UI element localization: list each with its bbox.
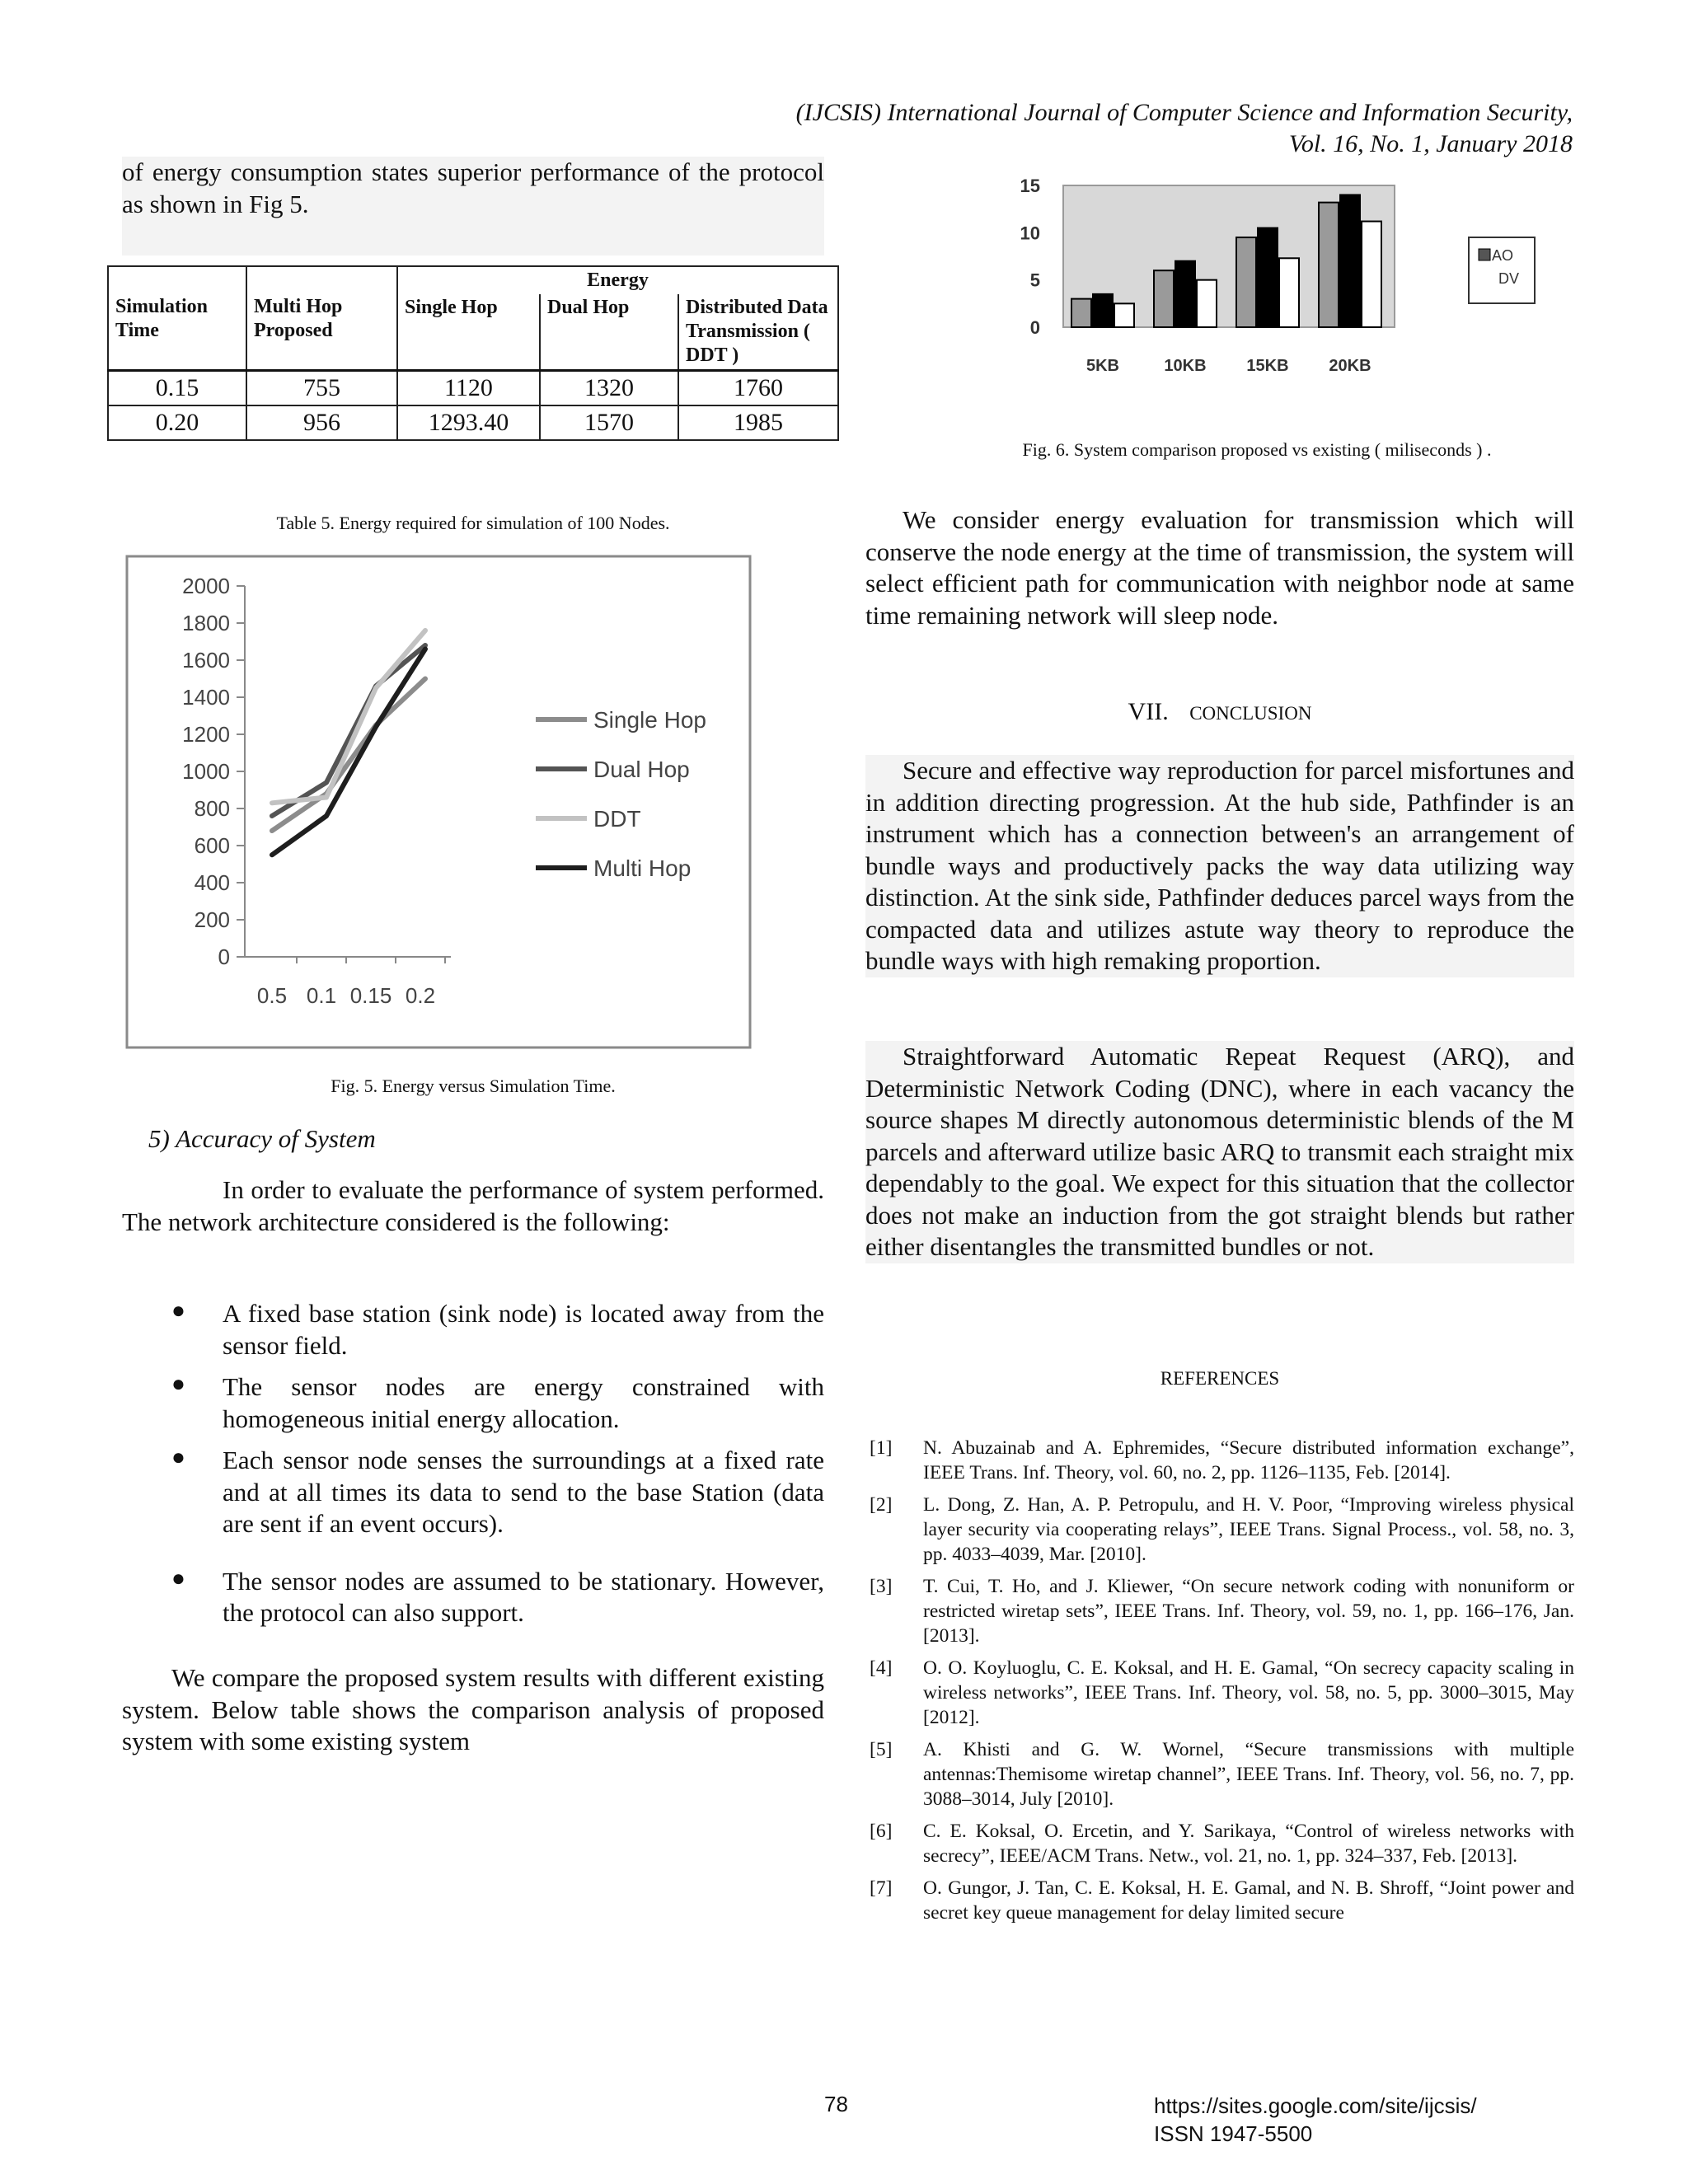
table-cell: 1760 — [678, 371, 838, 406]
reference-text: T. Cui, T. Ho, and J. Kliewer, “On secure network coding with nonuniform or restricted wiretap sets”, IEEE Trans. Inf. Theory, vol. 59, no. 1, pp. 166–176, Jan. [2013]. — [923, 1576, 1574, 1647]
list-item — [122, 1298, 824, 1361]
fig6-bar-dv — [1114, 303, 1134, 327]
list-item — [870, 1574, 1574, 1648]
bullet-text: The sensor nodes are assumed to be stationary. However, the protocol can also support. — [223, 1566, 824, 1627]
fig6-bar-ao-grey — [1236, 237, 1256, 327]
conclusion-title: CONCLUSION — [1189, 703, 1312, 724]
conclusion-paragraph-1: Secure and effective way reproduction for parcel misfortunes and in addition directing progression. At the hub side, Pathfinder is an instrument which has a connection between's an arrangement of bundle ways and productively packs the way data utilizing way distinction. At the sink side, Pathfinder deduces parcel ways from the compacted data and utilizes astute way theory to reproduce the bundle ways with high remaking proportion. — [865, 755, 1574, 977]
bullet-list — [122, 1298, 824, 1629]
table-cell: 956 — [246, 405, 397, 440]
reference-number: [7] — [870, 1877, 893, 1899]
fig5-y-tick-label: 800 — [194, 796, 230, 821]
page-number: 78 — [824, 2092, 848, 2116]
bullet-icon: ● — [171, 1298, 185, 1324]
fig5-y-tick-label: 1800 — [182, 611, 230, 635]
fig5-x-tick-label: 0.5 — [256, 983, 288, 1008]
fig6-bar-ao — [1175, 261, 1195, 327]
fig6-bar-ao-grey — [1071, 299, 1091, 327]
fig6-legend-swatch-ao — [1479, 249, 1490, 260]
energy-paragraph: We consider energy evaluation for transmission which will conserve the node energy at the time of transmission, the system will select efficient path for communication with neighbor node at same time remaining network will sleep node. — [865, 505, 1574, 630]
footer-issn: ISSN 1947-5500 — [1154, 2121, 1313, 2146]
fig5-line-chart — [125, 555, 752, 1049]
fig5-legend-label: Single Hop — [593, 707, 706, 733]
th-multi-hop: Multi Hop Proposed — [246, 266, 397, 371]
section-accuracy-title: 5) Accuracy of System — [148, 1124, 376, 1153]
fig6-x-tick-label: 10KB — [1164, 357, 1207, 375]
fig5-x-tick-label: 0.1 — [306, 983, 337, 1008]
table-cell: 755 — [246, 371, 397, 406]
conclusion-number: VII. — [1128, 698, 1169, 725]
table-cell: 0.15 — [108, 371, 246, 406]
table-5-caption: Table 5. Energy required for simulation of 100 Nodes. — [276, 513, 670, 533]
reference-number: [5] — [870, 1739, 893, 1760]
fig6-bar-ao — [1093, 294, 1113, 327]
bullet-icon: ● — [171, 1371, 185, 1397]
intro-paragraph — [122, 157, 824, 255]
fig6-bar-dv — [1197, 280, 1217, 327]
conclusion-heading — [865, 698, 1574, 726]
th-energy-group: Energy — [397, 266, 838, 294]
fig5-y-tick-label: 1000 — [182, 759, 230, 784]
fig5-y-tick-label: 600 — [194, 833, 230, 858]
table-cell: 1320 — [540, 371, 678, 406]
reference-text: C. E. Koksal, O. Ercetin, and Y. Sarikaya, “Control of wireless networks with secrecy”, IEEE/ACM Trans. Netw., vol. 21, no. 1, pp. 324–337, Feb. [2013]. — [923, 1821, 1574, 1867]
reference-text: O. O. Koyluoglu, C. E. Koksal, and H. E. Gamal, “On secrecy capacity scaling in wireless networks”, IEEE Trans. Inf. Theory, vol. 58, no. 5, pp. 3000–3015, May [2012]. — [923, 1657, 1574, 1728]
fig6-bar-dv — [1279, 258, 1299, 327]
fig6-x-tick-label: 5KB — [1085, 357, 1120, 375]
fig6-bar-ao-grey — [1319, 203, 1339, 327]
bullet-text: Each sensor node senses the surroundings at a fixed rate and at all times its data to send to the base Station (data are sent if an event occurs). — [223, 1446, 824, 1538]
fig5-legend-label: Multi Hop — [593, 855, 692, 881]
fig5-y-tick-label: 0 — [218, 944, 230, 969]
conclusion-paragraph-2: Straightforward Automatic Repeat Request (ARQ), and Deterministic Network Coding (DNC), where in each vacancy the source shapes M directly autonomous deterministic blends of the M parcels and afterward utilize basic ARQ to transmit each straight mix dependably to the goal. We expect for this situation that the collector does not make an induction from the got straight blends but rather either disentangles the transmitted bundles or not. — [865, 1041, 1574, 1263]
table-cell: 1293.40 — [397, 405, 540, 440]
accuracy-paragraph: In order to evaluate the performance of system performed. The network architecture considered is the following: — [122, 1175, 824, 1236]
fig5-legend-label: Dual Hop — [593, 757, 690, 782]
table-cell: 0.20 — [108, 405, 246, 440]
reference-number: [4] — [870, 1657, 893, 1679]
th-simulation-time: Simulation Time — [108, 266, 246, 371]
intro-text: of energy consumption states superior performance of the protocol as shown in Fig 5. — [122, 157, 824, 218]
fig5-y-tick-label: 400 — [194, 870, 230, 895]
bullet-text: The sensor nodes are energy constrained with homogeneous initial energy allocation. — [223, 1372, 824, 1433]
fig6-bar-ao-grey — [1154, 270, 1174, 327]
fig6-x-tick-label: 15KB — [1246, 357, 1289, 375]
th-ddt: Distributed Data Transmission ( DDT ) — [678, 294, 838, 371]
list-item — [870, 1493, 1574, 1567]
reference-text: A. Khisti and G. W. Wornel, “Secure transmissions with multiple antennas:Themisome wiretap channel”, IEEE Trans. Inf. Theory, vol. 56, no. 7, pp. 3088–3014, July [2010]. — [923, 1739, 1574, 1810]
list-item — [122, 1566, 824, 1629]
journal-volume: Vol. 16, No. 1, January 2018 — [1288, 130, 1573, 157]
running-header — [796, 97, 1573, 160]
journal-title: (IJCSIS) International Journal of Computer Science and Information Security, — [795, 99, 1573, 126]
reference-number: [3] — [870, 1576, 893, 1597]
references-list — [870, 1436, 1574, 1925]
fig5-x-tick-label: 0.2 — [405, 983, 436, 1008]
fig6-bar-dv — [1362, 222, 1381, 327]
fig6-caption: Fig. 6. System comparison proposed vs existing ( miliseconds ) . — [1022, 439, 1492, 460]
fig6-y-tick-label: 5 — [1029, 269, 1040, 291]
table-cell: 1985 — [678, 405, 838, 440]
fig6-legend — [1469, 237, 1535, 303]
reference-number: [2] — [870, 1494, 893, 1516]
fig5-y-tick-label: 200 — [194, 907, 230, 932]
footer-url[interactable]: https://sites.google.com/site/ijcsis/ — [1154, 2093, 1477, 2118]
compare-paragraph: We compare the proposed system results with different existing system. Below table shows the comparison analysis of proposed system with some existing system — [122, 1663, 824, 1755]
fig5-legend-label: DDT — [593, 806, 641, 832]
reference-number: [1] — [870, 1437, 893, 1459]
fig5-caption: Fig. 5. Energy versus Simulation Time. — [331, 1076, 616, 1096]
fig6-bar-ao — [1258, 228, 1278, 327]
fig5-y-tick-label: 1200 — [182, 722, 230, 747]
bullet-text: A fixed base station (sink node) is located away from the sensor field. — [223, 1299, 824, 1360]
th-dual-hop: Dual Hop — [540, 294, 678, 371]
fig5-y-tick-label: 1600 — [182, 648, 230, 673]
th-single-hop: Single Hop — [397, 294, 540, 371]
list-item — [122, 1445, 824, 1540]
fig6-legend-label-dv: DV — [1498, 270, 1520, 287]
table-5 — [107, 265, 839, 441]
references-title: REFERENCES — [1160, 1368, 1280, 1389]
footer-info — [1154, 2092, 1477, 2148]
bullet-icon: ● — [171, 1445, 185, 1470]
list-item — [870, 1737, 1574, 1811]
list-item — [122, 1371, 824, 1435]
fig6-y-tick-label: 15 — [1020, 176, 1040, 196]
fig6-bar-chart — [989, 173, 1566, 387]
reference-text: O. Gungor, J. Tan, C. E. Koksal, H. E. Gamal, and N. B. Shroff, “Joint power and secret key queue management for delay limited secure — [923, 1877, 1574, 1924]
table-cell: 1120 — [397, 371, 540, 406]
reference-text: N. Abuzainab and A. Ephremides, “Secure distributed information exchange”, IEEE Trans. Inf. Theory, vol. 60, no. 2, pp. 1126–1135, Feb. [2014]. — [923, 1437, 1574, 1483]
table-cell: 1570 — [540, 405, 678, 440]
fig6-y-tick-label: 0 — [1029, 317, 1040, 338]
bullet-icon: ● — [171, 1565, 185, 1591]
fig5-y-tick-label: 2000 — [182, 574, 230, 598]
table-row — [108, 371, 838, 406]
fig5-y-tick-label: 1400 — [182, 685, 230, 710]
list-item — [870, 1876, 1574, 1925]
fig6-x-tick-label: 20KB — [1329, 357, 1372, 375]
list-item — [870, 1656, 1574, 1730]
list-item — [870, 1819, 1574, 1868]
fig6-legend-label-ao: AO — [1492, 247, 1514, 264]
reference-text: L. Dong, Z. Han, A. P. Petropulu, and H. V. Poor, “Improving wireless physical layer security via cooperating relays”, IEEE Trans. Signal Process., vol. 58, no. 3, pp. 4033–4039, Mar. [2010]. — [923, 1494, 1574, 1565]
reference-number: [6] — [870, 1821, 893, 1842]
fig6-y-tick-label: 10 — [1020, 223, 1040, 244]
fig6-bar-ao — [1340, 194, 1360, 327]
list-item — [870, 1436, 1574, 1485]
table-row — [108, 405, 838, 440]
fig5-x-tick-label: 0.15 — [349, 983, 392, 1008]
